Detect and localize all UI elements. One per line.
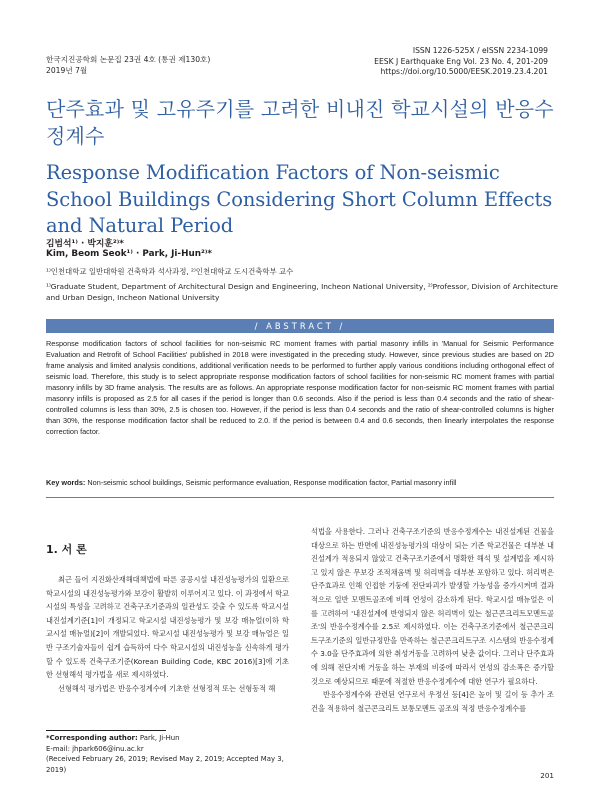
- footnote-divider: [46, 730, 166, 731]
- affiliations-en: ¹⁾Graduate Student, Department of Architectural Design and Engineering, Incheon National University, ²⁾Professor, Division of Architecture and Urban Design, Incheon National University: [46, 282, 558, 302]
- body-paragraph: 선형해석 평가법은 반응수정계수에 기초한 선형정적 또는 선형동적 해: [58, 683, 276, 693]
- body-column-right: [311, 525, 554, 715]
- paper-title-ko: 단주효과 및 고유주기를 고려한 비내진 학교시설의 반응수정계수: [46, 97, 554, 148]
- journal-header-left: [46, 55, 210, 76]
- issue-date-ko: 2019년 7월: [46, 65, 88, 75]
- footnote: [46, 733, 296, 775]
- keywords: [46, 478, 554, 487]
- affiliations-ko: ¹⁾인천대학교 일반대학원 건축학과 석사과정, ²⁾인천대학교 도시건축학부 교수: [46, 267, 294, 276]
- abstract-heading: / ABSTRACT /: [46, 319, 554, 333]
- keywords-list: Non-seismic school buildings, Seismic performance evaluation, Response modification factor, Partial masonry infill: [87, 478, 457, 487]
- abstract-divider: [46, 497, 554, 498]
- body-paragraph: 반응수정계수와 관련된 연구로서 우정선 등[4]은 높이 및 길이 등 추가 조건을 적용하여 철근콘크리트 보통모멘트 골조의 적정 반응수정계수를: [311, 690, 554, 713]
- section-heading-introduction: 1. 서 론: [46, 543, 87, 556]
- body-paragraph: 석법을 사용한다. 그러나 건축구조기준의 반응수정계수는 내진설계된 건물을 대상으로 하는 반면에 내진성능평가의 대상이 되는 기존 학교건물은 대부분 내진설계가 적용되지 않았고 건축구조기준에서 명확한 해석 및 설계법을 제시하고 있지 않은 무보강 조적채움벽 및 허리벽을 대부분 포함하고 있다. 허리벽은 단주효과로 인해 인접한 기둥에 전단파괴가 발생할 가능성을 증가시켜며 결과적으로 일반 모멘트골조에 비해 연성이 감소하게 된다. 학교시설 매뉴얼은 이를 고려하여 '내진설계에 반영되지 않은 허리벽이 있는 철근콘크리트모멘트골조'의 반응수정계수를 2.5로 제시하였다. 이는 건축구조기준에서 철근콘크리트구조기준의 일반규정만을 만족하는 철근콘크리트구조 시스템의 반응수정계수 3.0을 단주효과에 의한 취성거동을 고려하여 낮춘 값이다. 그러나 단주효과에 의해 전단지배 거동을 하는 부재의 비중에 따라서 연성의 감소폭은 증가할 것으로 예상되므로 때문에 적절한 반응수정계수에 대한 연구가 필요하다.: [311, 527, 554, 686]
- journal-header-right: [374, 46, 548, 78]
- page-number: 201: [540, 771, 554, 780]
- keywords-label: Key words:: [46, 478, 86, 487]
- journal-name-en: EESK J Earthquake Eng Vol. 23 No. 4, 201-209: [374, 56, 548, 66]
- corresponding-label: *Corresponding author:: [46, 734, 138, 742]
- issn: ISSN 1226-525X / eISSN 2234-1099: [412, 46, 548, 55]
- paper-title-en: Response Modification Factors of Non-seismic School Buildings Considering Short Column Effects and Natural Period: [46, 161, 553, 237]
- body-column-left: [46, 573, 289, 695]
- doi-link[interactable]: https://doi.org/10.5000/EESK.2019.23.4.201: [380, 67, 548, 76]
- corresponding-author: Park, Ji-Hun: [139, 734, 180, 742]
- authors-ko: 김범석¹⁾ · 박지훈²⁾*: [46, 239, 124, 249]
- received-dates: (Received February 26, 2019; Revised May 2, 2019; Accepted May 3, 2019): [46, 755, 284, 774]
- journal-name-ko: 한국지진공학회 논문집 23권 4호 (통권 제130호): [46, 55, 211, 64]
- authors-en: Kim, Beom Seok¹⁾ · Park, Ji-Hun²⁾*: [46, 249, 212, 259]
- author-email[interactable]: E-mail: jhpark606@inu.ac.kr: [46, 744, 144, 753]
- body-paragraph: 최근 들어 지진화산재해대책법에 따른 공공시설 내진성능평가의 일환으로 학교시설의 내진성능평가와 보강이 활발히 이루어지고 있다. 이 과정에서 학교시설의 특성을 고려하고 건축구조기준과의 일관성도 갖출 수 있도록 학교시설 내진설계기준[1]이 개정되고 학교시설 내진성능평가 및 보강 매뉴얼(이하 학교시설 매뉴얼)[2]이 개발되었다. 학교시설 내진성능평가 및 보강 매뉴얼은 일반 구조기술자들이 쉽게 습득하여 다수 학교시설의 내진성능을 신속하게 평가할 수 있도록 건축구조기준(Korean Building Code, KBC 2016)[3]에 기초한 선형해석 평가법을 새로 제시하였다.: [46, 575, 289, 680]
- abstract-text: Response modification factors of school facilities for non-seismic RC moment frames with partial masonry infills in 'Manual for Seismic Performance Evaluation and Retrofit of School Facilities' published in 2018 were investigated in the preceding study. However, since previous studies are based on 2D frame analysis and limited analysis conditions, additional verification needs to be performed to further apply various conditions including orthogonal effect of seismic load. Therefore, this study is to select appropriate response modification factors of school facilities for non-seismic RC moment frames with partial masonry infills by 3D frame analysis. The results are as follows. An appropriate response modification factor for non-seismic RC moment frames with partial masonry infills is proposed as 2.5 for all cases if the period is longer than 0.6 seconds. Also if the period is less than 0.4 seconds and the ratio of shear-controlled columns is less than 30%, 2.5 is chosen too. However, if the period is less than 0.4 seconds and the ratio of shear-controlled columns is higher than 30%, the response modification factor shall be reduced to 2.0. If the period is between 0.4 and 0.6 seconds, then linearly interpolates the response correction factor.: [46, 339, 554, 436]
